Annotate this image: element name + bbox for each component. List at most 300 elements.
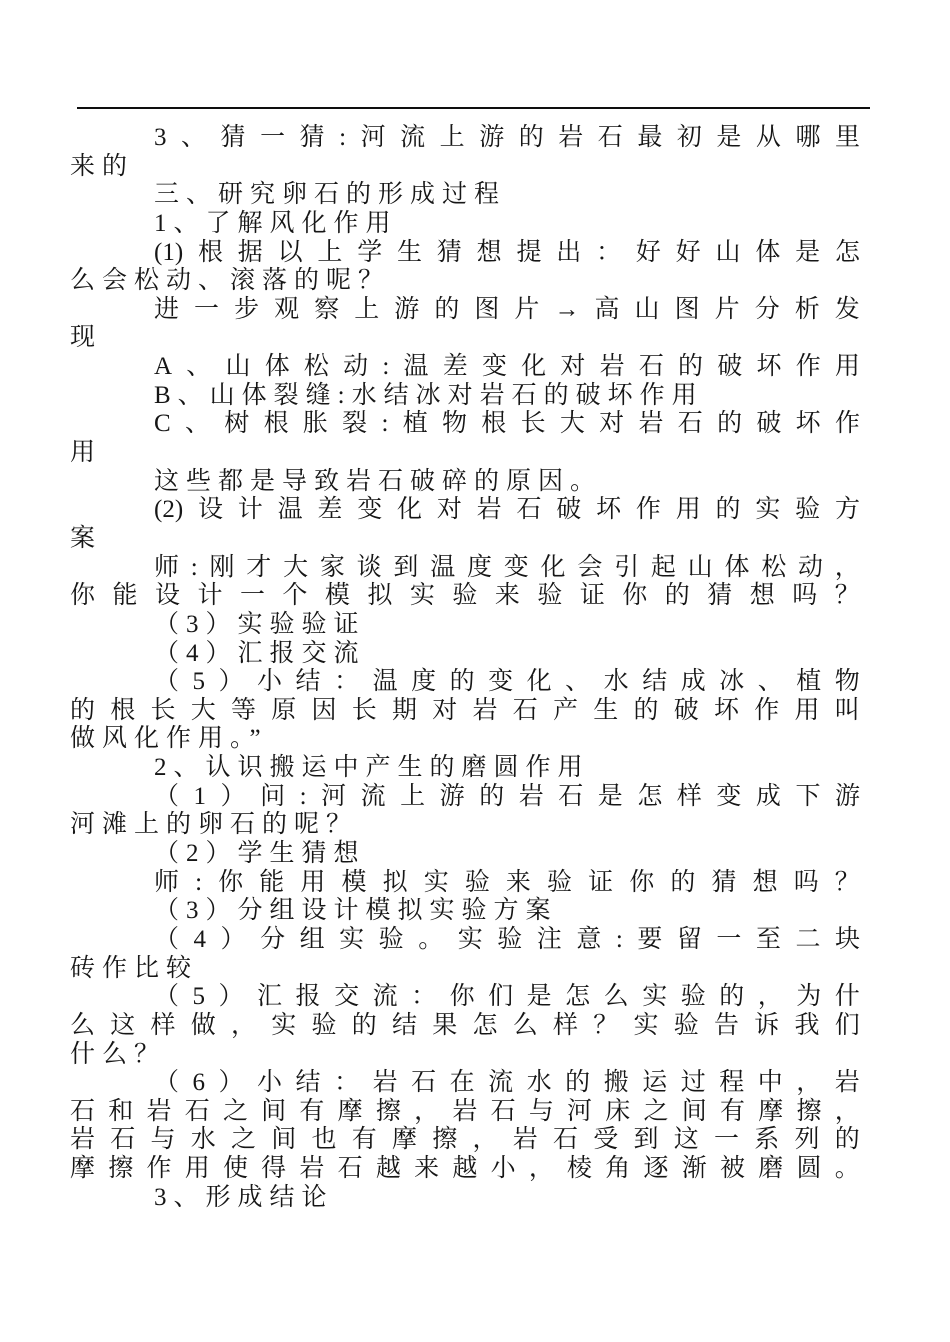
char-token: 好 — [635, 238, 661, 266]
char-token: 一 — [260, 124, 286, 151]
char-token: 河 — [321, 782, 347, 810]
char-token: 是 — [526, 983, 552, 1011]
char-token: 里 — [834, 124, 860, 151]
char-token: ： — [411, 983, 437, 1011]
char-token: 作 — [834, 410, 860, 438]
char-token: 以 — [277, 238, 303, 266]
char-token: 变 — [488, 668, 514, 696]
char-token: 学 — [357, 238, 383, 266]
char-token: 山 — [715, 238, 741, 266]
char-token: 松 — [303, 353, 329, 381]
char-token: 差 — [317, 496, 343, 524]
char-token: 小 — [257, 668, 283, 696]
char-token: 验 — [680, 983, 706, 1011]
char-token: 化 — [526, 668, 552, 696]
char-token: 用 — [834, 353, 860, 381]
text-line: B、山体裂缝:水结冰对岩石的破坏作用 — [154, 381, 704, 409]
char-token: 山 — [687, 553, 713, 581]
char-token: 温 — [403, 353, 429, 381]
char-token: → — [554, 295, 580, 323]
char-token: 变 — [503, 553, 529, 581]
char-token: 岩 — [70, 1126, 96, 1154]
char-token: 坏 — [596, 496, 622, 524]
char-token: 作 — [635, 496, 661, 524]
char-token: 么 — [70, 1011, 96, 1039]
text-line — [70, 983, 860, 1012]
char-token: ， — [528, 1155, 554, 1183]
char-token: 冰 — [719, 668, 745, 696]
char-token: 验 — [378, 925, 404, 953]
char-token: 摩 — [392, 1126, 418, 1154]
char-token: 系 — [754, 1126, 780, 1154]
char-token: 模 — [341, 868, 367, 896]
char-token: 岩 — [476, 496, 502, 524]
char-token: 裂 — [342, 410, 368, 438]
char-token: 拟 — [382, 868, 408, 896]
text-line — [70, 124, 860, 153]
char-token: 岩 — [299, 1155, 325, 1183]
char-token: 差 — [442, 353, 468, 381]
char-token: 是 — [795, 238, 821, 266]
char-token: 组 — [299, 925, 325, 953]
char-token: 观 — [274, 295, 300, 323]
char-token: ， — [796, 1069, 822, 1097]
char-token: 告 — [714, 1011, 740, 1039]
char-token: 大 — [283, 553, 309, 581]
char-token: 验 — [452, 582, 478, 610]
text-line — [70, 1098, 860, 1127]
char-token: 图 — [474, 295, 500, 323]
char-token: ？ — [593, 1011, 619, 1039]
text-line: 现 — [70, 324, 103, 352]
text-line: （4）汇报交流 — [154, 639, 366, 667]
text-line: （3）分组设计模拟实验方案 — [154, 897, 558, 925]
char-token: 们 — [488, 983, 514, 1011]
char-token: 石 — [512, 696, 538, 724]
char-token: 圆 — [796, 1155, 822, 1183]
char-token: 列 — [794, 1126, 820, 1154]
char-token: 破 — [756, 410, 782, 438]
char-token: 谈 — [356, 553, 382, 581]
char-token: 体 — [264, 353, 290, 381]
char-token: 实 — [423, 868, 449, 896]
char-token: 被 — [719, 1155, 745, 1183]
char-token: 析 — [794, 295, 820, 323]
char-token: （ — [154, 1069, 180, 1097]
char-token: 间 — [261, 1097, 287, 1125]
char-token: 用 — [300, 868, 326, 896]
char-token: 程 — [719, 1069, 745, 1097]
char-token: 来 — [414, 1155, 440, 1183]
char-token: 察 — [314, 295, 340, 323]
char-token: 石 — [677, 410, 703, 438]
char-token: 体 — [724, 553, 750, 581]
char-token: 怎 — [834, 238, 860, 266]
char-token: 化 — [397, 496, 423, 524]
char-token: 你 — [622, 582, 648, 610]
char-token: 师 — [154, 553, 180, 581]
char-token: 用 — [794, 696, 820, 724]
char-token: 一 — [716, 925, 742, 953]
char-token: 等 — [231, 696, 257, 724]
char-token: 化 — [521, 353, 547, 381]
char-token: 验 — [537, 582, 563, 610]
char-token: 之 — [222, 1097, 248, 1125]
char-token: 破 — [556, 496, 582, 524]
char-token: 你 — [70, 582, 96, 610]
char-token: 河 — [567, 1097, 593, 1125]
char-token: 的 — [715, 496, 741, 524]
char-token: 对 — [432, 696, 458, 724]
char-token: 坏 — [714, 696, 740, 724]
char-token: 怎 — [565, 983, 591, 1011]
char-token: 样 — [553, 1011, 579, 1039]
char-token: 破 — [673, 696, 699, 724]
char-token: 物 — [834, 668, 860, 696]
char-token: 过 — [680, 1069, 706, 1097]
char-token: 石 — [597, 124, 623, 151]
char-token: ： — [596, 238, 622, 266]
char-token: 这 — [673, 1126, 699, 1154]
char-token: 擦 — [375, 1097, 401, 1125]
char-token: 上 — [354, 295, 380, 323]
char-token: 化 — [540, 553, 566, 581]
char-token: 实 — [457, 925, 483, 953]
char-token: 根 — [110, 696, 136, 724]
char-token: C — [154, 410, 171, 438]
char-token: 3 — [154, 124, 167, 151]
char-token: 流 — [488, 1069, 514, 1097]
char-token: 证 — [588, 868, 614, 896]
text-line — [70, 869, 860, 898]
char-token: 来 — [505, 868, 531, 896]
char-token: 、 — [184, 410, 210, 438]
char-token: 验 — [673, 1011, 699, 1039]
char-token: 胀 — [302, 410, 328, 438]
char-token: 拟 — [367, 582, 393, 610]
text-line — [70, 783, 860, 812]
char-token: : — [190, 553, 198, 581]
char-token: 游 — [394, 295, 420, 323]
char-token: 越 — [452, 1155, 478, 1183]
char-token: 一 — [714, 1126, 740, 1154]
char-token: 原 — [271, 696, 297, 724]
char-token: 上 — [317, 238, 343, 266]
char-token: 这 — [110, 1011, 136, 1039]
char-token: 交 — [334, 983, 360, 1011]
char-token: 长 — [351, 696, 377, 724]
char-token: 之 — [643, 1097, 669, 1125]
char-token: 得 — [261, 1155, 287, 1183]
char-token: 想 — [749, 582, 775, 610]
char-token: 石 — [516, 496, 542, 524]
char-token: 我 — [794, 1011, 820, 1039]
text-line — [70, 697, 860, 726]
char-token: 石 — [553, 1126, 579, 1154]
char-token: 会 — [577, 553, 603, 581]
char-token: 。 — [418, 925, 444, 953]
char-token: 家 — [319, 553, 345, 581]
char-token: 温 — [372, 668, 398, 696]
char-token: 流 — [400, 124, 426, 151]
char-token: 、 — [757, 668, 783, 696]
char-token: 猜 — [711, 868, 737, 896]
char-token: 变 — [357, 496, 383, 524]
char-token: 水 — [526, 1069, 552, 1097]
char-token: 6 — [192, 1069, 206, 1097]
text-line: 2、认识搬运中产生的磨圆作用 — [154, 754, 590, 782]
char-token: 块 — [834, 925, 860, 953]
char-token: 到 — [393, 553, 419, 581]
char-token: 间 — [271, 1126, 297, 1154]
char-token: 间 — [681, 1097, 707, 1125]
char-token: 磨 — [758, 1155, 784, 1183]
char-token: A — [154, 353, 173, 381]
char-token: 水 — [190, 1126, 216, 1154]
char-token: 你 — [629, 868, 655, 896]
char-token: 证 — [579, 582, 605, 610]
char-token: 高 — [594, 295, 620, 323]
char-token: （ — [154, 925, 180, 953]
char-token: 对 — [436, 496, 462, 524]
char-token: 起 — [650, 553, 676, 581]
char-token: 才 — [246, 553, 272, 581]
char-token: 、 — [186, 353, 212, 381]
char-token: 游 — [479, 124, 505, 151]
char-token: 么 — [512, 1011, 538, 1039]
char-token: 、 — [565, 668, 591, 696]
char-token: 的 — [670, 868, 696, 896]
text-line: （2）学生猜想 — [154, 840, 366, 868]
char-token: 报 — [295, 983, 321, 1011]
char-token: 产 — [553, 696, 579, 724]
text-line: （3）实验验证 — [154, 610, 366, 638]
text-line: 三、研究卵石的形成过程 — [154, 181, 507, 209]
char-token: ？ — [834, 582, 860, 610]
char-token: 变 — [716, 782, 742, 810]
char-token: ？ — [834, 868, 860, 896]
char-token: 一 — [194, 295, 220, 323]
char-token: 岩 — [518, 782, 544, 810]
char-token: 的 — [518, 124, 544, 151]
char-token: 出 — [556, 238, 582, 266]
char-token: 温 — [430, 553, 456, 581]
char-token: 片 — [714, 295, 740, 323]
char-token: : — [382, 353, 390, 381]
char-token: 的 — [678, 353, 704, 381]
char-token: 进 — [154, 295, 180, 323]
char-token: (1) — [154, 238, 184, 266]
char-token: ） — [220, 925, 246, 953]
char-token: 结 — [642, 668, 668, 696]
char-token: 方 — [834, 496, 860, 524]
char-token: 验 — [547, 868, 573, 896]
char-token: 设 — [197, 496, 223, 524]
char-token: 成 — [755, 782, 781, 810]
char-token: : — [195, 868, 203, 896]
char-token: 游 — [834, 782, 860, 810]
char-token: 的 — [719, 983, 745, 1011]
text-line: 砖作比较 — [70, 954, 199, 982]
char-token: 擦 — [796, 1097, 822, 1125]
header-divider-rule — [77, 107, 870, 109]
char-token: ） — [218, 1069, 244, 1097]
char-token: 石 — [337, 1155, 363, 1183]
char-token: 度 — [466, 553, 492, 581]
char-token: （ — [154, 983, 180, 1011]
char-token: 有 — [299, 1097, 325, 1125]
char-token: ） — [218, 668, 244, 696]
text-line: 么会松动、滚落的呢？ — [70, 267, 391, 295]
text-line: 来的 — [70, 152, 135, 180]
char-token: 来 — [494, 582, 520, 610]
char-token: 图 — [674, 295, 700, 323]
char-token: 岩 — [599, 353, 625, 381]
char-token: 用 — [675, 496, 701, 524]
char-token: 1 — [193, 782, 207, 810]
text-line: 做风化作用。” — [70, 725, 268, 753]
text-line: 用 — [70, 439, 103, 467]
char-token: 体 — [755, 238, 781, 266]
char-token: 石 — [184, 1097, 210, 1125]
char-token: 越 — [375, 1155, 401, 1183]
char-token: 渐 — [681, 1155, 707, 1183]
char-token: 摩 — [337, 1097, 363, 1125]
char-token: ： — [334, 668, 360, 696]
char-token: 作 — [795, 353, 821, 381]
char-token: 想 — [476, 238, 502, 266]
char-token: 意 — [576, 925, 602, 953]
char-token: 吗 — [792, 582, 818, 610]
char-token: : — [339, 124, 347, 151]
char-token: 师 — [154, 868, 180, 896]
char-token: 有 — [351, 1126, 377, 1154]
char-token: 的 — [664, 582, 690, 610]
char-token: 诉 — [754, 1011, 780, 1039]
char-token: 计 — [237, 496, 263, 524]
char-token: 成 — [680, 668, 706, 696]
char-token: 期 — [392, 696, 418, 724]
text-line — [70, 1126, 860, 1155]
char-token: 下 — [795, 782, 821, 810]
char-token: : — [615, 925, 623, 953]
char-token: 岩 — [558, 124, 584, 151]
char-token: 为 — [796, 983, 822, 1011]
char-token: 猜 — [220, 124, 246, 151]
document-body — [70, 124, 860, 1212]
char-token: 、 — [181, 124, 207, 151]
char-token: 擦 — [108, 1155, 134, 1183]
char-token: 在 — [449, 1069, 475, 1097]
char-token: 片 — [514, 295, 540, 323]
char-token: 岩 — [146, 1097, 172, 1125]
char-token: 一 — [239, 582, 265, 610]
char-token: ： — [334, 1069, 360, 1097]
char-token: 水 — [603, 668, 629, 696]
char-token: 植 — [402, 410, 428, 438]
char-token: 实 — [633, 1011, 659, 1039]
char-token: 摩 — [70, 1155, 96, 1183]
char-token: 使 — [222, 1155, 248, 1183]
char-token: 角 — [605, 1155, 631, 1183]
char-token: 大 — [190, 696, 216, 724]
char-token: 物 — [441, 410, 467, 438]
text-line — [70, 496, 860, 525]
char-token: 有 — [719, 1097, 745, 1125]
char-token: 石 — [70, 1097, 96, 1125]
char-token: 实 — [755, 496, 781, 524]
char-token: 们 — [834, 1011, 860, 1039]
char-token: 猜 — [299, 124, 325, 151]
char-token: 根 — [481, 410, 507, 438]
text-line — [70, 926, 860, 955]
char-token: 岩 — [512, 1126, 538, 1154]
text-line: 3、形成结论 — [154, 1183, 334, 1211]
char-token: 是 — [716, 124, 742, 151]
char-token: ， — [834, 553, 860, 581]
text-line — [70, 668, 860, 697]
char-token: 个 — [282, 582, 308, 610]
char-token: 游 — [439, 782, 465, 810]
char-token: ， — [834, 1097, 860, 1125]
char-token: 植 — [796, 668, 822, 696]
char-token: 坏 — [795, 410, 821, 438]
char-token: 猜 — [707, 582, 733, 610]
char-token: 分 — [260, 925, 286, 953]
char-token: 岩 — [472, 696, 498, 724]
char-token: ） — [218, 983, 244, 1011]
char-token: 注 — [536, 925, 562, 953]
char-token: 小 — [257, 1069, 283, 1097]
char-token: 松 — [761, 553, 787, 581]
char-token: 摩 — [758, 1097, 784, 1125]
char-token: 的 — [565, 1069, 591, 1097]
char-token: 能 — [112, 582, 138, 610]
char-token: 问 — [260, 782, 286, 810]
char-token: 的 — [717, 410, 743, 438]
char-token: 实 — [642, 983, 668, 1011]
char-token: 对 — [560, 353, 586, 381]
char-token: 破 — [717, 353, 743, 381]
char-token: 能 — [259, 868, 285, 896]
char-token: 猜 — [436, 238, 462, 266]
char-token: 床 — [605, 1097, 631, 1125]
text-line: 案 — [70, 524, 103, 552]
char-token: 计 — [197, 582, 223, 610]
char-token: 做 — [190, 1011, 216, 1039]
char-token: 怎 — [637, 782, 663, 810]
text-line: 1、了解风化作用 — [154, 209, 398, 237]
char-token: 与 — [528, 1097, 554, 1125]
char-token: 的 — [351, 1011, 377, 1039]
char-token: ） — [220, 782, 246, 810]
char-token: 大 — [559, 410, 585, 438]
char-token: 动 — [798, 553, 824, 581]
char-token: 要 — [637, 925, 663, 953]
char-token: 从 — [755, 124, 781, 151]
text-line — [70, 353, 860, 382]
char-token: 石 — [558, 782, 584, 810]
char-token: 实 — [339, 925, 365, 953]
char-token: 你 — [218, 868, 244, 896]
char-token: 上 — [400, 782, 426, 810]
char-token: 棱 — [567, 1155, 593, 1183]
text-line — [70, 239, 860, 268]
text-line — [70, 410, 860, 439]
char-token: 验 — [795, 496, 821, 524]
char-token: 作 — [754, 696, 780, 724]
char-token: 怎 — [472, 1011, 498, 1039]
